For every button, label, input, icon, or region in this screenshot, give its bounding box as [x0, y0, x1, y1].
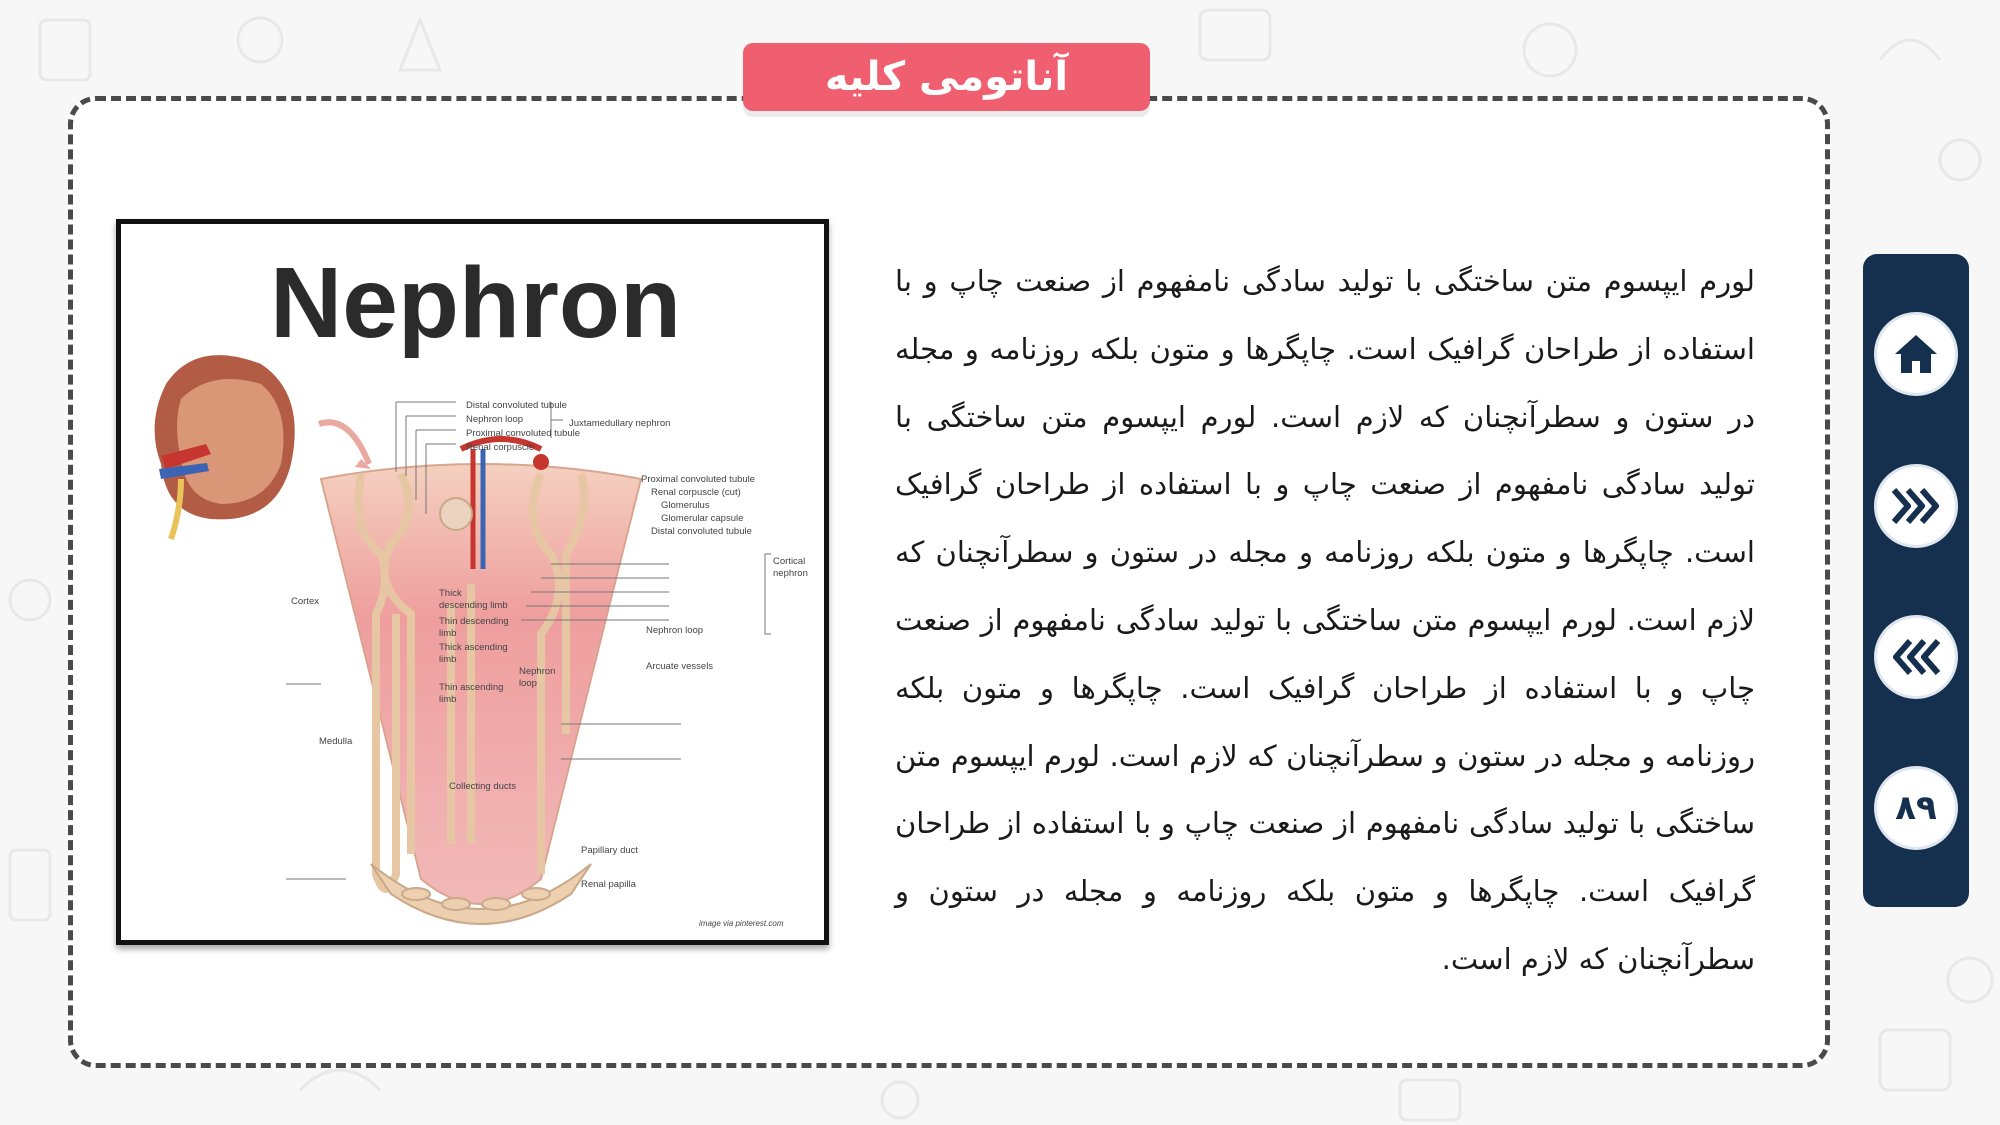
- chevrons-left-icon: [1890, 637, 1942, 677]
- label-arcuate-vessels: Arcuate vessels: [646, 661, 714, 672]
- label-cortical-2: nephron: [773, 568, 808, 579]
- label-collecting-ducts: Collecting ducts: [449, 781, 517, 792]
- label-cortex: Cortex: [291, 596, 319, 607]
- label-renal-papilla: Renal papilla: [581, 879, 636, 890]
- label-distal-top: Distal convoluted tubule: [466, 400, 567, 411]
- next-button[interactable]: [1874, 464, 1958, 548]
- label-glomerulus: Glomerulus: [661, 500, 710, 511]
- label-thick-asc-2: limb: [439, 654, 457, 665]
- image-credit: image via pinterest.com: [699, 919, 784, 928]
- label-proximal-right: Proximal convoluted tubule: [641, 474, 756, 485]
- figure-title: Nephron: [270, 247, 682, 359]
- page-title-text: آناتومی کلیه: [824, 54, 1069, 100]
- home-button[interactable]: [1874, 312, 1958, 396]
- label-medulla: Medulla: [319, 736, 353, 747]
- label-nephron-loop-mid-1: Nephron: [519, 666, 556, 677]
- label-cortical-1: Cortical: [773, 556, 806, 567]
- label-thin-desc-2: limb: [439, 628, 457, 639]
- label-thick-desc-2: descending limb: [439, 600, 508, 611]
- nephron-figure: [116, 219, 829, 945]
- prev-button[interactable]: [1874, 615, 1958, 699]
- label-renal-corpuscle-cut: Renal corpuscle (cut): [651, 487, 741, 498]
- nav-panel: [1863, 254, 1969, 907]
- home-icon: [1892, 332, 1940, 376]
- label-glomerular-capsule: Glomerular capsule: [661, 513, 744, 524]
- label-thin-desc-1: Thin descending: [439, 616, 509, 627]
- chevrons-right-icon: [1890, 486, 1942, 526]
- nephron-illustration: [121, 224, 824, 940]
- label-thick-asc-1: Thick ascending: [439, 642, 508, 653]
- label-thick-desc-1: Thick: [439, 588, 462, 599]
- label-papillary-duct: Papillary duct: [581, 845, 639, 856]
- label-nephron-loop-mid-2: loop: [519, 678, 537, 689]
- label-thin-asc-1: Thin ascending: [439, 682, 504, 693]
- label-juxtamedullary: Juxtamedullary nephron: [569, 418, 671, 429]
- label-thin-asc-2: limb: [439, 694, 457, 705]
- label-renal-corpuscle: Renal corpuscle: [466, 442, 535, 453]
- label-nephron-loop-right: Nephron loop: [646, 625, 704, 636]
- body-paragraph: لورم ایپسوم متن ساختگی با تولید سادگی نامفهوم از صنعت چاپ و با استفاده از طراحان گرافیک است. چاپگرها و متون بلکه روزنامه و مجله در ستون و سطرآنچنان که لازم است. لورم ایپسوم متن ساختگی با تولید سادگی نامفهوم از صنعت چاپ و با استفاده از طراحان گرافیک است. چاپگرها و متون بلکه روزنامه و مجله در ستون و سطرآنچنان که لازم است. لورم ایپسوم متن ساختگی با تولید سادگی نامفهوم از صنعت چاپ و با استفاده از طراحان گرافیک است. چاپگرها و متون بلکه روزنامه و مجله در ستون و سطرآنچنان که لازم است. لورم ایپسوم متن ساختگی با تولید سادگی نامفهوم از صنعت چاپ و با استفاده از طراحان گرافیک است. چاپگرها و متون بلکه روزنامه و مجله در ستون و سطرآنچنان که لازم است.: [895, 264, 1755, 976]
- page-title: [743, 43, 1150, 111]
- page-number: ۸۹: [1874, 766, 1958, 850]
- label-proximal-top: Proximal convoluted tubule: [466, 428, 581, 439]
- label-distal-right: Distal convoluted tubule: [651, 526, 752, 537]
- label-nephron-loop-top: Nephron loop: [466, 414, 524, 425]
